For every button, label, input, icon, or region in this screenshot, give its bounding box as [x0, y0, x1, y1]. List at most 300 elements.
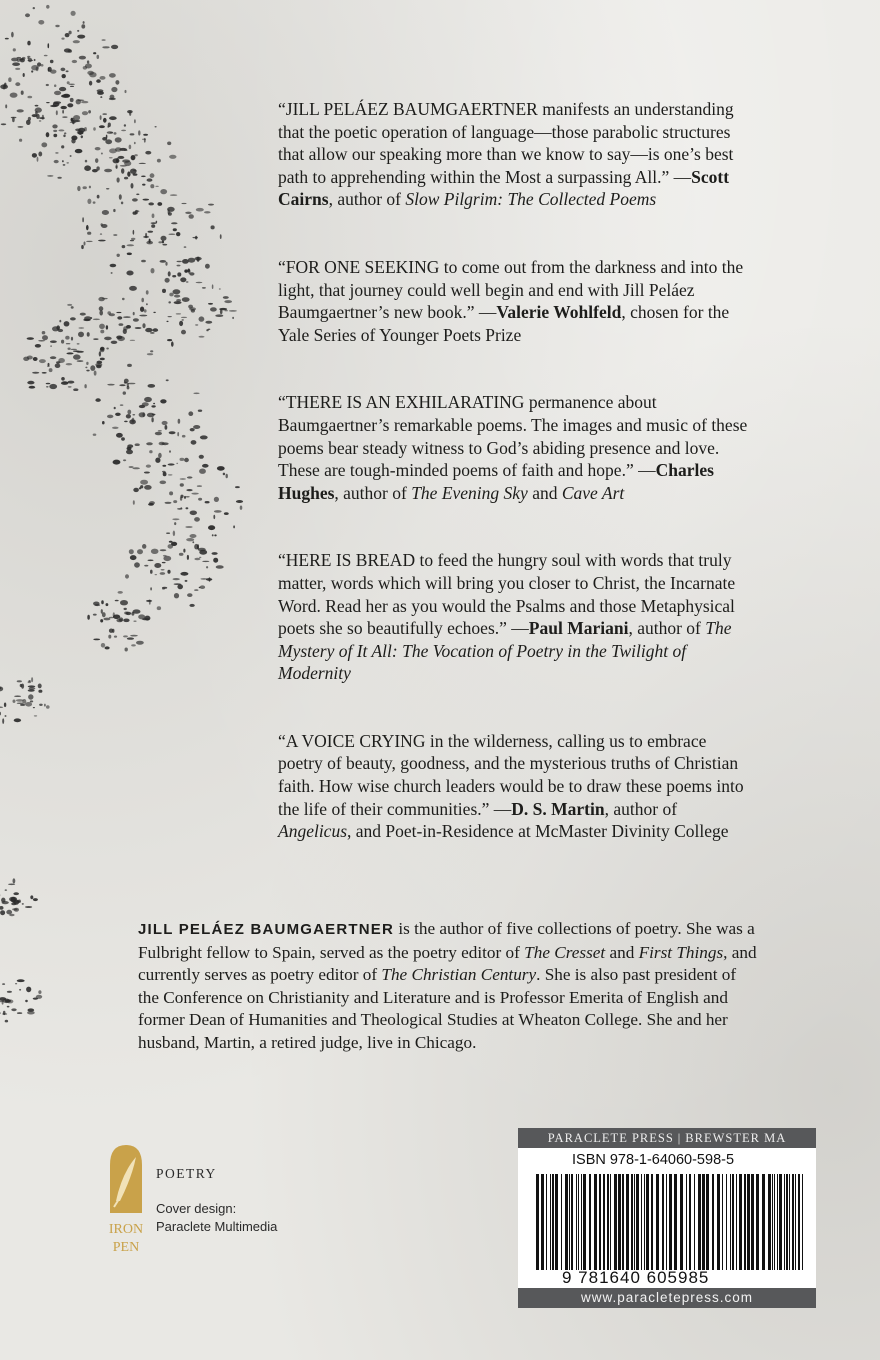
ink-speck — [27, 96, 32, 99]
ink-speck — [150, 350, 153, 352]
ink-speck — [69, 84, 75, 85]
credit-label: Cover design: — [156, 1201, 237, 1216]
ink-speck — [208, 204, 214, 206]
ink-speck — [129, 286, 137, 291]
ink-speck — [25, 702, 32, 707]
ink-speck — [77, 360, 84, 362]
ink-speck — [153, 403, 155, 405]
ink-speck — [153, 312, 156, 313]
ink-speck — [159, 442, 165, 446]
ink-speck — [87, 60, 89, 63]
barcode-bar — [774, 1174, 775, 1270]
ink-speck — [131, 644, 136, 646]
ink-speck — [61, 94, 69, 97]
ink-speck — [133, 312, 135, 315]
ink-speck — [129, 145, 132, 150]
ink-speck — [182, 297, 190, 302]
ink-speck — [16, 699, 24, 702]
ink-speck — [174, 593, 179, 598]
ink-speck — [165, 425, 168, 430]
ink-speck — [177, 261, 182, 262]
ink-speck — [118, 591, 123, 594]
ink-speck — [127, 383, 129, 388]
ink-speck — [151, 224, 155, 228]
barcode-bar — [656, 1174, 659, 1270]
ink-speck — [189, 307, 196, 310]
endorsement-quote — [278, 549, 748, 685]
bio-text: and — [605, 942, 639, 962]
ink-speck — [142, 544, 146, 549]
ink-speck — [139, 163, 146, 164]
ink-speck — [181, 317, 187, 318]
ink-speck — [160, 549, 167, 551]
ink-speck — [87, 332, 90, 337]
barcode-bar — [730, 1174, 731, 1270]
ink-speck — [112, 629, 114, 633]
ink-speck — [147, 560, 153, 562]
ink-speck — [142, 184, 145, 186]
ink-speck — [194, 589, 198, 591]
ink-speck — [214, 497, 219, 502]
ink-speck — [177, 265, 181, 267]
barcode-bar — [712, 1174, 714, 1270]
ink-speck — [61, 106, 67, 109]
ink-speck — [117, 336, 125, 341]
ink-speck — [163, 472, 167, 476]
ink-speck — [35, 107, 42, 112]
ink-speck — [8, 77, 11, 82]
ink-speck — [200, 585, 205, 589]
ink-speck — [134, 154, 137, 156]
barcode-bar — [626, 1174, 629, 1270]
ink-speck — [100, 330, 104, 334]
ink-speck — [87, 199, 91, 204]
barcode-bar — [541, 1174, 544, 1270]
ink-speck — [111, 45, 118, 49]
quote-intro: “HERE IS BREAD — [278, 550, 416, 571]
ink-speck — [194, 544, 198, 550]
ink-speck — [189, 214, 194, 219]
ink-speck — [150, 173, 155, 178]
barcode-bar — [565, 1174, 568, 1270]
ink-speck — [38, 152, 42, 157]
ink-speck — [199, 455, 204, 459]
publisher-name: PARACLETE PRESS — [547, 1131, 674, 1145]
ink-speck — [61, 68, 66, 72]
ink-speck — [85, 160, 87, 163]
ink-speck — [135, 443, 140, 446]
ink-speck — [13, 48, 16, 51]
ink-speck — [121, 437, 125, 440]
ink-speck — [182, 435, 186, 438]
ink-speck — [66, 363, 72, 365]
endorsement-quote — [278, 98, 748, 211]
ink-speck — [31, 677, 33, 682]
ink-speck — [106, 603, 109, 606]
ink-speck — [55, 152, 58, 154]
ink-speck — [13, 878, 16, 883]
ink-speck — [42, 115, 44, 120]
separator: | — [677, 1131, 682, 1145]
barcode-bar — [578, 1174, 579, 1270]
barcode-block — [518, 1128, 816, 1308]
ink-speck — [123, 329, 127, 334]
ink-speck — [166, 379, 169, 381]
ink-speck — [100, 358, 105, 361]
ink-speck — [84, 127, 87, 131]
ink-speck — [141, 176, 146, 178]
ink-speck — [87, 615, 90, 620]
ink-speck — [49, 384, 57, 389]
ink-speck — [106, 348, 109, 350]
bio-author-name: JILL PELÁEZ BAUMGAERTNER — [138, 921, 395, 938]
ink-speck — [171, 341, 174, 346]
ink-speck — [168, 474, 173, 475]
ink-speck — [180, 458, 185, 461]
ink-speck — [155, 186, 158, 187]
ink-speck — [168, 463, 175, 465]
barcode-bar — [762, 1174, 765, 1270]
ink-speck — [55, 363, 61, 368]
ink-speck — [101, 600, 104, 604]
ink-speck — [135, 327, 142, 329]
ink-speck — [189, 604, 194, 607]
ink-speck — [220, 234, 222, 239]
ink-speck — [131, 238, 135, 240]
ink-speck — [153, 328, 159, 332]
ink-speck — [190, 428, 195, 431]
ink-speck — [5, 999, 11, 1002]
ink-speck — [130, 133, 135, 135]
ink-speck — [5, 715, 7, 717]
ink-speck — [102, 46, 110, 48]
ink-speck — [0, 1012, 1, 1014]
ink-speck — [199, 557, 201, 558]
ink-speck — [141, 260, 146, 263]
ink-speck — [184, 496, 186, 499]
bio-text: . She is also past president of the Conference on Christianity and Literature and is Professor Emerita of English and former Dean of Humanities and Theological Studies at Wheaton College. She and her husband, Martin, a retired judge, live in Chicago. — [138, 965, 737, 1052]
ink-speck — [22, 903, 24, 905]
ink-speck — [202, 561, 209, 562]
barcode-bar — [736, 1174, 737, 1270]
ink-speck — [146, 465, 151, 468]
ink-speck — [168, 271, 171, 276]
ink-speck — [174, 522, 176, 525]
ink-speck — [10, 93, 18, 98]
ink-speck — [83, 21, 85, 24]
barcode — [536, 1174, 808, 1270]
ink-speck — [44, 55, 48, 57]
ink-speck — [46, 132, 50, 137]
ink-speck — [135, 210, 138, 214]
ink-speck — [7, 991, 12, 993]
ink-speck — [116, 166, 118, 169]
quote-intro: “FOR ONE SEEKING — [278, 256, 440, 277]
quote-author: Paul Mariani — [528, 618, 629, 639]
barcode-bar — [751, 1174, 754, 1270]
ink-speck — [224, 512, 229, 515]
ink-speck — [21, 684, 24, 689]
ink-speck — [235, 486, 240, 488]
ink-speck — [37, 157, 39, 162]
ink-speck — [44, 704, 46, 707]
ink-speck — [223, 473, 225, 476]
ink-speck — [99, 351, 101, 356]
ink-speck — [97, 361, 103, 364]
ink-speck — [148, 231, 154, 233]
ink-speck — [66, 162, 69, 163]
ink-speck — [67, 103, 73, 107]
ink-speck — [197, 485, 202, 487]
ink-speck — [46, 102, 50, 103]
ink-speck — [7, 1006, 10, 1008]
barcode-bar — [779, 1174, 782, 1270]
ink-speck — [229, 310, 237, 312]
ink-speck — [30, 895, 33, 899]
ink-speck — [41, 64, 44, 67]
ink-speck — [19, 139, 22, 142]
ink-speck — [0, 686, 3, 691]
ink-speck — [67, 304, 72, 306]
ink-speck — [188, 269, 190, 273]
ink-speck — [174, 301, 182, 304]
ink-speck — [173, 500, 177, 503]
ink-speck — [15, 983, 17, 984]
ink-speck — [136, 641, 144, 645]
ink-speck — [146, 290, 149, 294]
ink-speck — [14, 902, 18, 903]
ink-speck — [73, 40, 80, 43]
ink-speck — [187, 476, 193, 478]
ink-speck — [155, 574, 158, 575]
ink-speck — [208, 303, 213, 305]
ink-speck — [114, 407, 116, 410]
ink-speck — [191, 440, 197, 445]
ink-speck — [155, 126, 157, 127]
ink-speck — [86, 362, 88, 365]
ink-speck — [17, 126, 23, 128]
ink-speck — [162, 465, 166, 467]
ink-speck — [50, 60, 54, 63]
ink-speck — [212, 552, 218, 555]
ink-speck — [102, 137, 107, 141]
ink-speck — [68, 381, 75, 384]
ink-speck — [80, 313, 86, 316]
ink-speck — [212, 284, 214, 289]
barcode-bar — [706, 1174, 709, 1270]
ink-speck — [145, 151, 151, 155]
ink-speck — [84, 165, 91, 171]
ink-speck — [53, 134, 57, 137]
ink-speck — [33, 898, 38, 901]
ink-speck — [226, 474, 228, 479]
ink-speck — [52, 124, 57, 128]
ink-speck — [152, 214, 155, 219]
ink-speck — [28, 680, 30, 682]
quote-book-title: The Mystery of It All: The Vocation of Poetry in the Twilight of Modernity — [278, 618, 732, 684]
ink-speck — [225, 310, 228, 311]
ink-speck — [185, 526, 192, 528]
ink-speck — [143, 236, 149, 238]
ink-speck — [181, 203, 186, 204]
quote-attribution: , author of — [628, 618, 706, 639]
barcode-bar — [722, 1174, 723, 1270]
barcode-bar — [651, 1174, 653, 1270]
ink-speck — [143, 412, 145, 417]
barcode-bar — [555, 1174, 558, 1270]
ink-speck — [158, 430, 162, 432]
ink-speck — [93, 639, 100, 641]
ink-speck — [208, 329, 211, 330]
ink-speck — [149, 450, 152, 453]
ink-speck — [176, 463, 178, 464]
barcode-bar — [550, 1174, 551, 1270]
ink-speck — [89, 186, 91, 189]
ink-speck — [39, 704, 43, 706]
barcode-bar — [666, 1174, 667, 1270]
ink-speck — [138, 614, 145, 619]
ink-speck — [14, 696, 21, 697]
ink-speck — [146, 600, 152, 602]
ink-speck — [117, 316, 122, 319]
ink-speck — [142, 139, 146, 140]
ink-speck — [20, 704, 25, 706]
ink-speck — [216, 565, 224, 569]
ink-speck — [93, 201, 96, 203]
ink-speck — [62, 116, 67, 118]
ink-speck — [179, 553, 184, 556]
ink-speck — [25, 1000, 28, 1002]
ink-speck — [161, 569, 165, 570]
ink-speck — [199, 469, 206, 474]
ink-speck — [190, 534, 197, 538]
ink-speck — [62, 74, 66, 78]
quote-body: permanence about Baumgaertner’s remarkable poems. The images and music of these poems bear steady witness to God’s abiding presence and love. These are tough-minded poems of faith and hope.” — — [278, 392, 748, 481]
quote-intro: “A VOICE CRYING — [278, 730, 426, 751]
ink-speck — [167, 339, 172, 341]
ink-speck — [115, 413, 121, 416]
ink-speck — [134, 562, 140, 567]
ink-speck — [17, 979, 25, 982]
ink-speck — [77, 30, 79, 32]
ink-speck — [95, 147, 101, 150]
ink-speck — [111, 272, 113, 273]
ink-speck — [86, 370, 89, 372]
barcode-bar — [732, 1174, 734, 1270]
ink-speck — [64, 321, 70, 326]
ink-speck — [177, 272, 181, 276]
ink-speck — [76, 99, 81, 104]
barcode-bar — [614, 1174, 617, 1270]
ink-speck — [134, 119, 136, 123]
ink-speck — [195, 236, 197, 240]
ink-speck — [107, 384, 114, 386]
ink-speck — [187, 555, 189, 560]
ink-speck — [115, 137, 122, 142]
ink-speck — [210, 307, 217, 311]
ink-speck — [5, 104, 7, 108]
website-link[interactable]: www.paracletepress.com — [518, 1288, 816, 1308]
ink-speck — [150, 332, 155, 334]
ink-speck — [180, 572, 188, 576]
barcode-bar — [594, 1174, 597, 1270]
ink-speck — [156, 221, 158, 224]
publisher-location: BREWSTER MA — [685, 1131, 787, 1145]
ink-speck — [12, 117, 15, 122]
ink-speck — [78, 327, 84, 328]
ink-speck — [66, 352, 73, 354]
ink-speck — [113, 460, 121, 465]
barcode-bar — [603, 1174, 605, 1270]
quote-intro: “THERE IS AN EXHILARATING — [278, 392, 525, 413]
ink-speck — [202, 287, 206, 288]
barcode-bar — [674, 1174, 677, 1270]
ink-speck — [133, 488, 139, 492]
ink-speck — [121, 130, 126, 132]
ink-speck — [72, 120, 75, 125]
ink-speck — [88, 110, 91, 113]
ink-speck — [169, 293, 173, 297]
ink-speck — [102, 210, 109, 215]
ink-speck — [144, 565, 148, 567]
ink-speck — [114, 132, 117, 135]
ink-speck — [115, 600, 119, 602]
ink-speck — [185, 212, 191, 214]
ink-speck — [190, 511, 197, 516]
ink-speck — [55, 25, 59, 27]
ink-speck — [119, 384, 125, 386]
ink-speck — [151, 417, 153, 422]
ink-speck — [186, 281, 189, 282]
ink-speck — [123, 459, 126, 461]
ink-speck — [86, 225, 89, 230]
ink-speck — [132, 414, 135, 415]
ink-speck — [21, 91, 24, 95]
ink-speck — [173, 531, 175, 537]
ink-speck — [46, 383, 51, 385]
ink-speck — [139, 315, 147, 317]
ink-speck — [1, 123, 6, 125]
quote-attribution: , author of — [604, 798, 678, 819]
ink-speck — [85, 367, 87, 369]
ink-speck — [72, 60, 77, 63]
ink-speck — [34, 59, 36, 61]
ink-speck — [148, 384, 156, 388]
ink-speck — [109, 73, 116, 78]
ink-speck — [213, 558, 218, 563]
ink-speck — [12, 62, 20, 66]
ink-speck — [144, 616, 150, 621]
ink-speck — [49, 368, 53, 372]
ink-speck — [124, 150, 128, 151]
ink-speck — [184, 269, 188, 272]
quote-body: in the wilderness, calling us to embrace poetry of beauty, goodness, and the mysterious truths of Christian faith. How wise church leaders would be to draw these poems into the life of their communities.” — — [278, 730, 744, 819]
ink-speck — [50, 356, 56, 359]
ink-speck — [187, 593, 192, 597]
quote-author: Valerie Wohlfeld — [496, 302, 622, 323]
ink-speck — [127, 244, 135, 246]
ink-speck — [212, 534, 214, 536]
ink-speck — [42, 331, 46, 334]
ink-speck — [125, 574, 129, 578]
ink-speck — [59, 87, 66, 91]
ink-speck — [93, 338, 98, 340]
ink-speck — [47, 366, 50, 367]
ink-speck — [145, 328, 152, 332]
endorsement-quote — [278, 256, 748, 346]
ink-speck — [20, 58, 25, 62]
ink-speck — [52, 326, 59, 331]
